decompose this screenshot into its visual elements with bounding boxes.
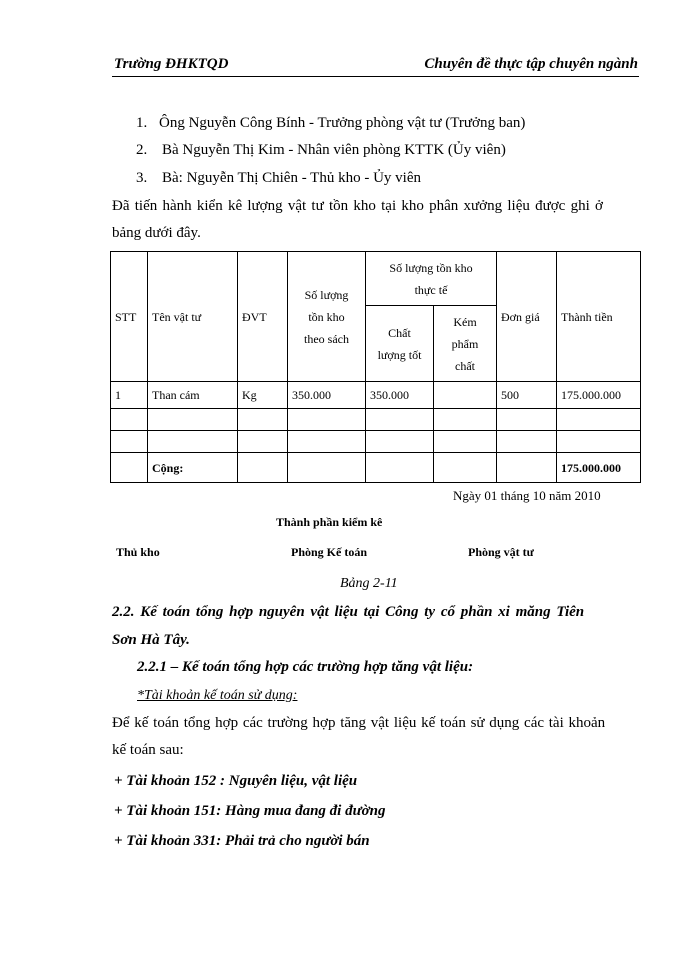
account-item: + Tài khoản 331: Phải trả cho người bán <box>114 833 370 849</box>
member-number: 2. <box>136 142 148 158</box>
header-name: Tên vật tư <box>148 252 238 382</box>
header-unit: ĐVT <box>238 252 288 382</box>
cell-stt: 1 <box>111 382 148 409</box>
header-price: Đơn giá <box>497 252 557 382</box>
signature-materials: Phòng vật tư <box>468 545 534 559</box>
header-good-line: lượng tốt <box>377 347 422 362</box>
inventory-table <box>110 251 641 483</box>
accounts-intro: kế toán sau: <box>112 742 184 758</box>
section-heading: Sơn Hà Tây. <box>112 632 190 648</box>
header-title: Chuyên đề thực tập chuyên ngành <box>424 56 638 72</box>
signature-accounting: Phòng Kế toán <box>291 545 368 559</box>
member-number: 3. <box>136 170 148 186</box>
header-book-qty <box>288 252 366 382</box>
header-total: Thành tiền <box>557 252 641 382</box>
intro-line: Đã tiến hành kiển kê lượng vật tư tồn kho tại kho phân xưởng liệu được ghi ở <box>112 198 603 214</box>
table-row-empty <box>111 431 641 453</box>
member-item <box>136 142 506 159</box>
cell-unit: Kg <box>238 382 288 409</box>
member-text: Bà Nguyễn Thị Kim - Nhân viên phòng KTTK (Ủy viên) <box>162 142 506 158</box>
header-poor-line: phẩm <box>451 336 479 351</box>
member-item <box>136 170 421 187</box>
intro-line: bảng dưới đây. <box>112 225 201 241</box>
header-good-line: Chất <box>388 325 411 340</box>
cell-good-qty: 350.000 <box>366 382 434 409</box>
member-text: Ông Nguyễn Công Bính - Trưởng phòng vật tư (Trưởng ban) <box>159 115 526 131</box>
table-row-sum <box>111 453 641 483</box>
committee-title: Thành phần kiểm kê <box>276 515 383 529</box>
table-row-empty <box>111 409 641 431</box>
header-school: Trường ĐHKTQD <box>114 56 229 72</box>
accounts-intro: Để kế toán tổng hợp các trường hợp tăng vật liệu kế toán sử dụng các tài khoản <box>112 715 606 731</box>
accounts-heading: *Tài khoản kế toán sử dụng: <box>137 688 298 703</box>
account-item: + Tài khoản 151: Hàng mua đang đi đường <box>114 803 386 819</box>
account-item: + Tài khoản 152 : Nguyên liệu, vật liệu <box>114 773 358 789</box>
section-heading: 2.2. Kế toán tổng hợp nguyên vật liệu tại Công ty cổ phần xi măng Tiên <box>112 604 585 620</box>
header-divider <box>112 76 639 77</box>
sum-total: 175.000.000 <box>557 453 641 483</box>
cell-total: 175.000.000 <box>557 382 641 409</box>
header-book-qty-line: theo sách <box>304 331 349 346</box>
header-good-quality <box>366 306 434 382</box>
table-row <box>111 382 641 409</box>
header-actual-line: Số lượng tồn kho <box>389 260 473 275</box>
header-poor-line: chất <box>455 358 475 373</box>
header-poor-quality <box>434 306 497 382</box>
member-number: 1. <box>136 115 148 131</box>
member-item <box>136 115 525 132</box>
cell-price: 500 <box>497 382 557 409</box>
header-actual-line: thực tế <box>414 282 448 297</box>
cell-name: Than cám <box>148 382 238 409</box>
subsection-heading: 2.2.1 – Kế toán tổng hợp các trường hợp tăng vật liệu: <box>137 659 474 675</box>
header-book-qty-line: tồn kho <box>308 309 345 324</box>
header-stt: STT <box>111 252 148 382</box>
cell-book-qty: 350.000 <box>288 382 366 409</box>
signature-storekeeper: Thủ kho <box>116 545 160 559</box>
date-line: Ngày 01 tháng 10 năm 2010 <box>453 488 601 503</box>
header-actual-qty <box>366 252 497 306</box>
member-text: Bà: Nguyễn Thị Chiên - Thủ kho - Ủy viên <box>162 170 421 186</box>
table-caption: Bảng 2-11 <box>340 576 398 591</box>
header-book-qty-line: Số lượng <box>304 287 349 302</box>
cell-poor-qty <box>434 382 497 409</box>
sum-label: Cộng: <box>148 453 238 483</box>
header-poor-line: Kém <box>453 314 477 329</box>
